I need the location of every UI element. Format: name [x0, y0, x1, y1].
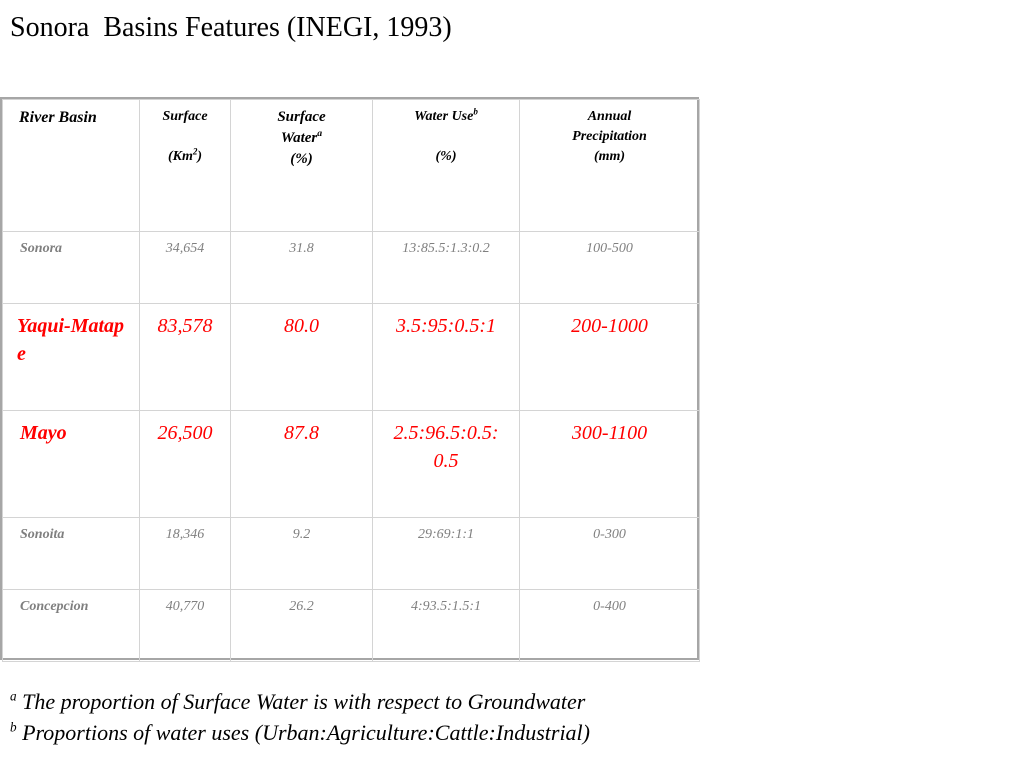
cell-precipitation: 0-300: [520, 518, 700, 590]
header-surface-unit: (Km$^2$): [167, 146, 203, 164]
cell-surface-water: 26.2: [231, 590, 373, 662]
table-row: [3, 518, 700, 590]
cell-surface-water: 87.8: [231, 411, 373, 518]
cell-precipitation: 0-400: [520, 590, 700, 662]
page-title: Sonora Basins Features (INEGI, 1993): [10, 12, 452, 43]
basins-table: [0, 97, 699, 660]
cell-precipitation: 200-1000: [520, 304, 700, 411]
header-surface-water-line2: Water$^a$: [280, 128, 323, 146]
cell-precipitation: 100-500: [520, 232, 700, 304]
table-row: [3, 304, 700, 411]
header-precip-line1: Annual: [587, 109, 632, 124]
cell-water-use: 3.5:95:0.5:1: [373, 304, 520, 411]
cell-surface: 83,578: [140, 304, 231, 411]
table-row: [3, 232, 700, 304]
header-surface-water-line1: Surface: [277, 109, 326, 125]
cell-surface-water: 31.8: [231, 232, 373, 304]
header-surface-water: [231, 100, 373, 232]
basins-table-grid: [2, 99, 700, 662]
footnotes: [10, 686, 590, 748]
header-surface: [140, 100, 231, 232]
table-header-row: [3, 100, 700, 232]
header-precip-line2: Precipitation: [572, 129, 647, 144]
cell-surface: 26,500: [140, 411, 231, 518]
cell-basin: Concepcion: [3, 590, 140, 662]
header-river-basin: River Basin: [3, 100, 140, 232]
cell-surface: 34,654: [140, 232, 231, 304]
header-water-use-label: Water Use$^b$: [414, 106, 478, 124]
cell-water-use: 13:85.5:1.3:0.2: [373, 232, 520, 304]
cell-basin: Mayo: [3, 411, 140, 518]
footnote-b: $^b$ Proportions of water uses (Urban:Agriculture:Cattle:Industrial): [10, 719, 590, 745]
header-precipitation: [520, 100, 700, 232]
cell-basin: Sonora: [3, 232, 140, 304]
cell-water-use: 2.5:96.5:0.5:0.5: [373, 411, 520, 518]
header-surface-label: Surface: [162, 109, 208, 124]
cell-basin: Sonoita: [3, 518, 140, 590]
cell-basin: Yaqui-Matape: [3, 304, 140, 411]
header-water-use: [373, 100, 520, 232]
cell-surface: 18,346: [140, 518, 231, 590]
cell-surface: 40,770: [140, 590, 231, 662]
cell-water-use: 4:93.5:1.5:1: [373, 590, 520, 662]
header-precip-unit: (mm): [593, 149, 626, 164]
table-row: [3, 590, 700, 662]
cell-water-use: 29:69:1:1: [373, 518, 520, 590]
header-surface-water-unit: (%): [290, 151, 313, 167]
header-water-use-unit: (%): [435, 149, 457, 164]
cell-surface-water: 80.0: [231, 304, 373, 411]
footnote-a: $^a$ The proportion of Surface Water is with respect to Groundwater: [10, 688, 586, 714]
cell-precipitation: 300-1100: [520, 411, 700, 518]
table-row: [3, 411, 700, 518]
cell-surface-water: 9.2: [231, 518, 373, 590]
